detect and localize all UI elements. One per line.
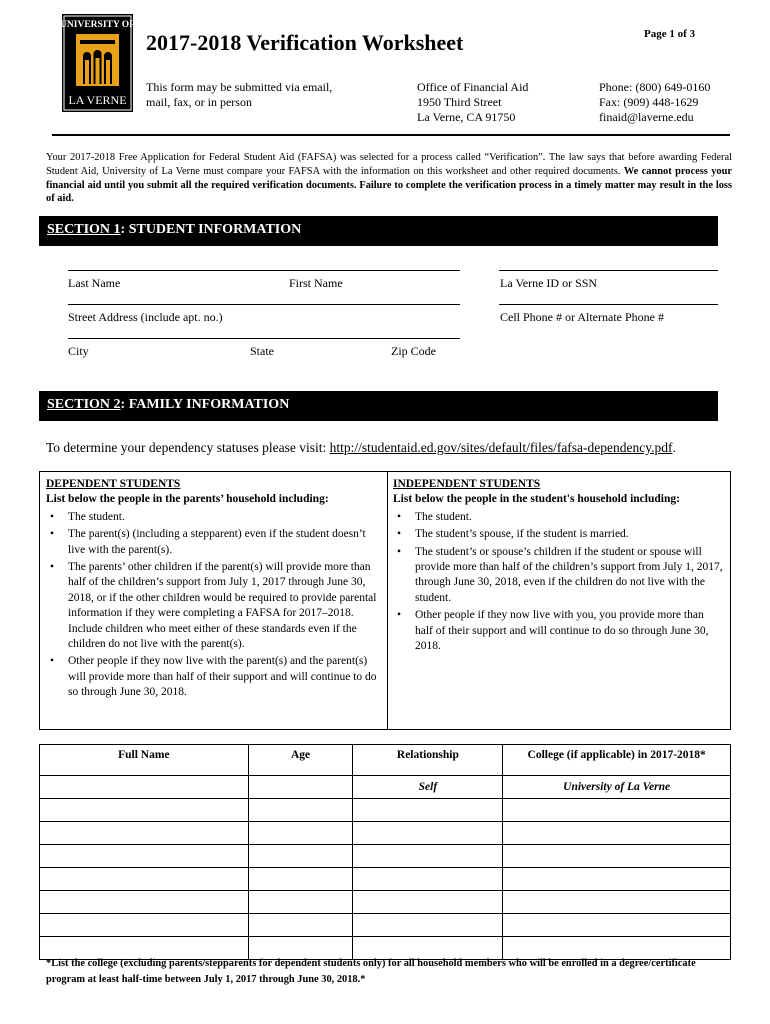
col-full-name: Full Name (40, 745, 249, 776)
zip-label: Zip Code (391, 344, 436, 358)
table-cell[interactable] (248, 822, 353, 845)
table-cell[interactable]: Self (353, 776, 503, 799)
name-line[interactable] (68, 270, 460, 271)
table-cell[interactable] (353, 822, 503, 845)
col-college: College (if applicable) in 2017-2018* (503, 745, 731, 776)
table-cell[interactable]: University of La Verne (503, 776, 731, 799)
last-name-label: Last Name (68, 276, 121, 290)
table-cell[interactable] (353, 891, 503, 914)
table-cell[interactable] (503, 822, 731, 845)
table-cell[interactable] (248, 868, 353, 891)
email-link[interactable]: finaid@laverne.edu (599, 110, 694, 124)
intro-paragraph: Your 2017-2018 Free Application for Federal Student Aid (FAFSA) was selected for a process called “Verification”. The law says that before awarding Federal Student Aid, University of La Verne must compare your FAFSA with the information on this worksheet and other required documents. We cannot process your financial aid until you submit all the required verification documents. Failure to complete the verification process in a timely matter may result in the loss of aid. (46, 152, 732, 205)
table-row (40, 914, 731, 937)
table-cell[interactable] (503, 914, 731, 937)
list-item: • The parent(s) (including a stepparent) even if the student doesn’t live with the parent(s). (68, 527, 380, 558)
table-cell[interactable] (40, 799, 249, 822)
phone-label: Cell Phone # or Alternate Phone # (500, 310, 664, 324)
street-label: Street Address (include apt. no.) (68, 310, 223, 324)
independent-subheading: List below the people in the student's household including: (393, 493, 680, 506)
logo-text-top: UNIVERSITY OF (62, 20, 133, 30)
table-cell[interactable] (503, 891, 731, 914)
table-cell[interactable] (40, 891, 249, 914)
household-criteria-box (39, 471, 731, 730)
table-cell[interactable] (248, 891, 353, 914)
state-label: State (250, 344, 274, 358)
table-row (40, 776, 731, 799)
table-cell[interactable] (248, 845, 353, 868)
table-header-row (40, 745, 731, 776)
table-cell[interactable] (503, 868, 731, 891)
section-1-header: SECTION 1: STUDENT INFORMATION (39, 216, 718, 246)
id-line[interactable] (499, 270, 718, 271)
table-row (40, 868, 731, 891)
list-item: • The student’s or spouse’s children if the student or spouse will provide more than half of the children’s support from July 1, 2017, through June 30, 2018, even if the children do not live with the student. (415, 545, 723, 607)
table-cell[interactable] (353, 868, 503, 891)
table-cell[interactable] (248, 776, 353, 799)
contact-info: Phone: (800) 649-0160 Fax: (909) 448-1629 finaid@laverne.edu (599, 80, 711, 124)
table-row (40, 891, 731, 914)
dependency-instructions: To determine your dependency statuses please visit: http://studentaid.ed.gov/sites/default/files/fafsa-dependency.pdf. (46, 440, 676, 455)
table-cell[interactable] (40, 822, 249, 845)
logo-text-bottom: LA VERNE (68, 93, 127, 107)
table-cell[interactable] (503, 799, 731, 822)
street-line[interactable] (68, 304, 460, 305)
dependent-heading: DEPENDENT STUDENTS (46, 478, 181, 490)
table-cell[interactable] (503, 845, 731, 868)
table-cell[interactable] (248, 914, 353, 937)
list-item: • The student. (68, 510, 380, 525)
table-cell[interactable] (40, 868, 249, 891)
id-ssn-label: La Verne ID or SSN (500, 276, 598, 290)
university-logo (62, 14, 133, 112)
list-item: • The student’s spouse, if the student is married. (415, 527, 723, 542)
col-age: Age (248, 745, 353, 776)
table-row (40, 822, 731, 845)
city-line[interactable] (68, 338, 460, 339)
col-relationship: Relationship (353, 745, 503, 776)
intro-warning: We cannot process your financial aid until you submit all the required verification documents. Failure to complete the verification process in a timely matter may result in the loss of aid. (46, 165, 732, 205)
table-cell[interactable] (40, 776, 249, 799)
list-item: • The parents’ other children if the parent(s) will provide more than half of the children’s support from July 1, 2017 through June 30, 2018, or if the other children would be required to provide parental information if they were completing a FAFSA for 2017–2018. Include children who meet either of these standards even if the children do not live with the parent(s). (68, 560, 380, 652)
table-cell[interactable] (353, 914, 503, 937)
independent-heading: INDEPENDENT STUDENTS (393, 478, 541, 490)
submit-note: This form may be submitted via email, mail, fax, or in person (146, 80, 333, 109)
household-table (39, 744, 731, 960)
dependent-column (46, 477, 380, 703)
phone-line[interactable] (499, 304, 718, 305)
footnote: *List the college (excluding parents/stepparents for dependent students only) for all household members who will be enrolled in a degree/certificate program at least half-time between July 1, 2017 through June 30, 2018.* (46, 958, 696, 985)
table-cell[interactable] (40, 914, 249, 937)
office-address: Office of Financial Aid 1950 Third Street La Verne, CA 91750 (417, 80, 529, 124)
city-label: City (68, 344, 89, 358)
table-cell[interactable] (248, 799, 353, 822)
list-item: • The student. (415, 510, 723, 525)
table-row (40, 845, 731, 868)
table-cell[interactable] (353, 799, 503, 822)
table-cell[interactable] (40, 845, 249, 868)
section-2-header: SECTION 2: FAMILY INFORMATION (39, 391, 718, 421)
header-divider (52, 134, 730, 136)
page-title: 2017-2018 Verification Worksheet (146, 30, 464, 55)
independent-column (393, 477, 723, 656)
page-number: Page 1 of 3 (644, 28, 696, 40)
table-row (40, 799, 731, 822)
list-item: • Other people if they now live with the parent(s) and the parent(s) will provide more than half of their support and will continue to do so through June 30, 2018. (68, 654, 380, 700)
dependency-link[interactable]: http://studentaid.ed.gov/sites/default/files/fafsa-dependency.pdf (329, 440, 673, 455)
table-cell[interactable] (353, 845, 503, 868)
dependent-subheading: List below the people in the parents’ household including: (46, 493, 329, 506)
first-name-label: First Name (289, 276, 343, 290)
list-item: • Other people if they now live with you, you provide more than half of their support and will continue to do so through June 30, 2018. (415, 608, 723, 654)
